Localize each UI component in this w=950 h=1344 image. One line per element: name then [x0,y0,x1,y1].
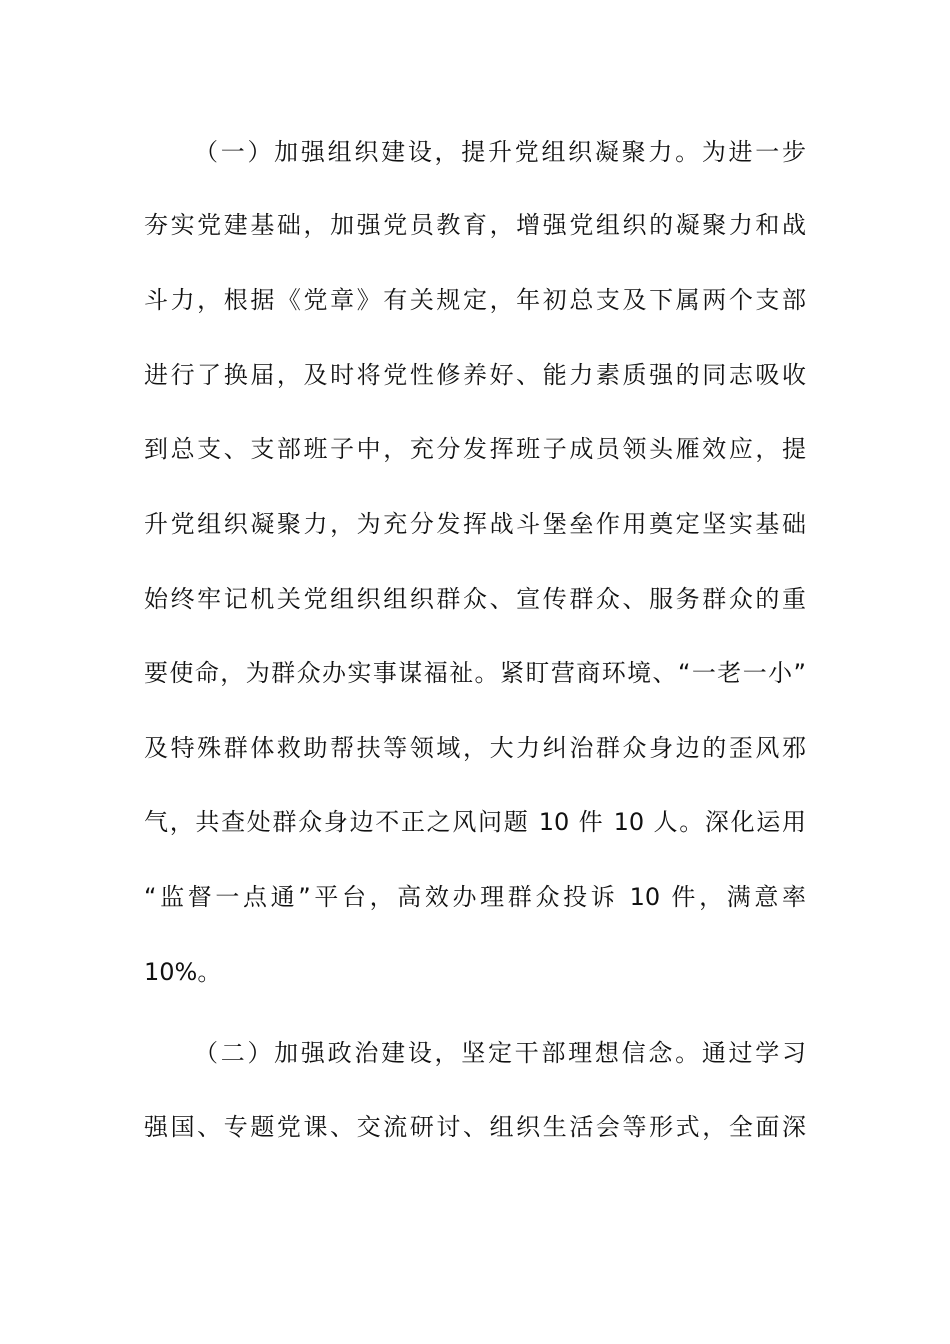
paragraph-1-line: 升党组织凝聚力，为充分发挥战斗堡垒作用奠定坚实基础 [144,510,806,538]
paragraph-2-line: 强国、专题党课、交流研讨、组织生活会等形式，全面深 [144,1113,806,1141]
paragraph-2-heading-line: （二）加强政治建设，坚定干部理想信念。通过学习 [194,1039,806,1067]
paragraph-1-line: “监督一点通”平台，高效办理群众投诉 10 件，满意率 [144,883,806,911]
paragraph-1-heading-line: （一）加强组织建设，提升党组织凝聚力。为进一步 [194,138,806,166]
paragraph-1-line: 气，共查处群众身边不正之风问题 10 件 10 人。深化运用 [144,808,806,836]
paragraph-1-line: 始终牢记机关党组织组织群众、宣传群众、服务群众的重 [144,585,806,613]
paragraph-1-line: 要使命，为群众办实事谋福祉。紧盯营商环境、“一老一小” [144,659,806,687]
paragraph-1-line: 及特殊群体救助帮扶等领域，大力纠治群众身边的歪风邪 [144,734,806,762]
paragraph-1-line: 进行了换届，及时将党性修养好、能力素质强的同志吸收 [144,361,806,389]
paragraph-1-line: 斗力，根据《党章》有关规定，年初总支及下属两个支部 [144,286,806,314]
paragraph-1-last-line: 10%。 [144,958,222,986]
paragraph-1-line: 到总支、支部班子中，充分发挥班子成员领头雁效应，提 [144,435,806,463]
paragraph-1-line: 夯实党建基础，加强党员教育，增强党组织的凝聚力和战 [144,211,806,239]
